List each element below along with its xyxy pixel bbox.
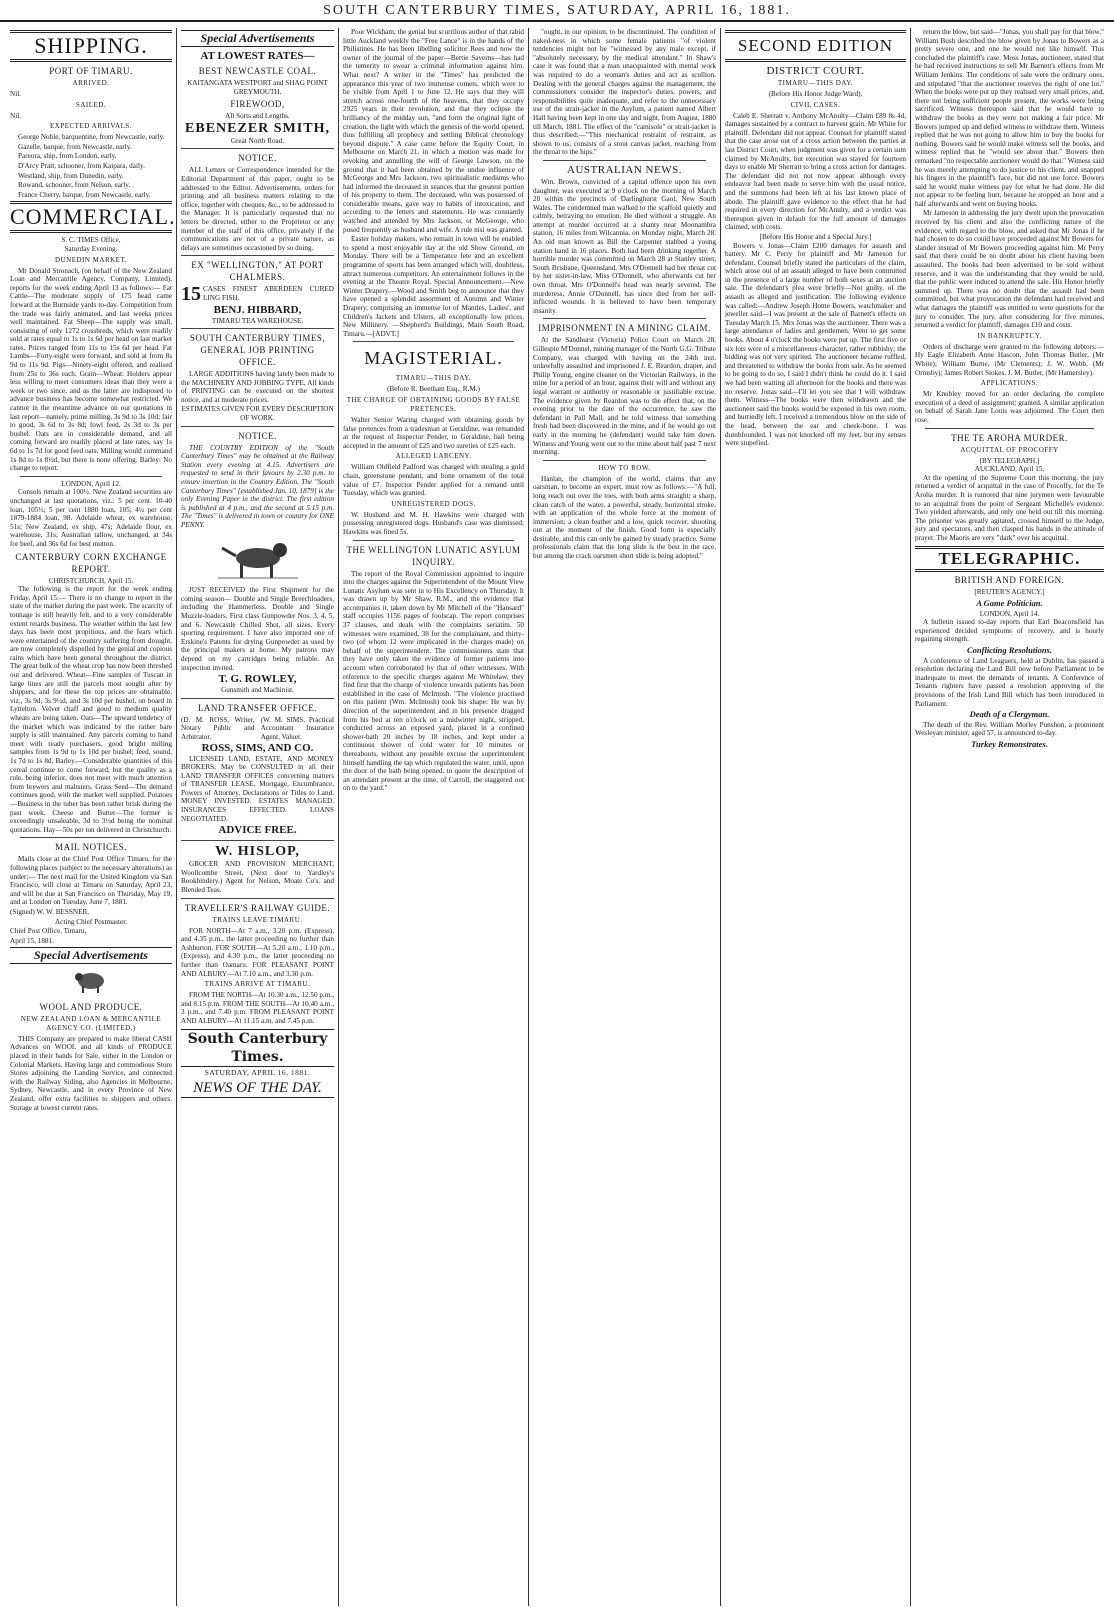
charge-text: Walter Senior Waring charged with obtaining goods by false pretences from a tradesman at Geraldine, was remanded at the request of Inspector Pender, to Geraldine, bail being accepted in the amount of £25 and two sureties of £25 each. <box>343 415 524 450</box>
notice2-text: THE COUNTRY EDITION of the "South Canterbury Times" may be obtained at the Railway Station every evening at 4.15. Advertisers are requested to send in their favours by 2.30 p.m. to ensure insertion in the Country Edition. The "South Canterbury Times" [established Jan. 10, 1879] is the only Evening Paper in the district. The first edition is published at 4 p.m., and the second at 5.15 p.m. The "Times" is delivered in town or country for ONE PENNY. <box>181 443 334 529</box>
office-heading: SOUTH CANTERBURY TIMES, GENERAL JOB PRINTING OFFICE. <box>189 333 326 368</box>
ebenezer-address: Great North Road. <box>230 136 285 145</box>
holiday-text: Easter holiday makers, who remain in town will be enabled to spend a most enjoyable day at the old Show Ground, on Monday. There will be a Temperance fete and an excellent programme of sports has been arranged which will, doubtless, attract numerous competitors. An entertainment follows in the evening at the Theatre Royal. Special Announcement.—New Winter Drapery.—Wood and Smith beg to announce that they have opened a splendid assortment of Autumn and Winter Drapery, comprising an immense lot of Mantles, Ladies', and Children's Jackets and Ulsters, all exceptionally low prices. New Millinery. —Shepherd's Buildings, Main South Road, Timaru.—[ADVT.] <box>343 235 524 338</box>
trains-leave-heading: TRAINS LEAVE TIMARU. <box>212 915 303 924</box>
notice2-heading: NOTICE. <box>238 430 277 441</box>
rowley-name: T. G. ROWLEY, <box>218 673 297 686</box>
bowers-continued: return the blow, but said—"Jonas, you shall pay for that blow." William Bush described the blow given by Jonas to Bowers as a pretty severe one, and one he would not like himself. This concluded the plaintiff's case. Moss Jonas, auctioneer, stated that he had received instructions to sell Mr Barnett's effects from Mr William Jenkins. The conditions of sale were the ordinary ones, and stipulated "that the auctioneer reserves the right of one lot." When the books were put up they realised very small prices, and, there not being sufficient people present, the works were being sacrificed. Witness thereupon said that he would have to withdraw the books as they were not making a fair price. Mr Bowers jumped up and defied witness to withdraw them. Witness replied that he was not going to allow him to buy the books for nothing. Bowers said he would make witness sell the books, and witness replied that he "would see about that." Bowers then remarked "no respectable auctioneer would do that." Witness said he was merely attempting to do justice to his client, and snapped his fingers in the plaintiff's face, but did not use force. Bowers said he would make witness pay for what he had done. He did not appear to be feeling hurt, because he stopped an hour and a half afterwards and went on buying books. <box>915 28 1104 208</box>
civil-cases-label: CIVIL CASES. <box>790 100 841 109</box>
expected-list <box>10 133 172 199</box>
aroha-by: [BY TELEGRAPH.] <box>979 456 1040 465</box>
firewood-sub: All Sorts and Lengths. <box>225 112 290 121</box>
arrived-value: Nil. <box>10 90 21 98</box>
ling-text: CASES FINEST ABERDEEN CURED LING FISH. <box>203 285 334 302</box>
wickham-text: Poor Wickham, the genial but scurrilous author of that rabid little Auckland weekly the "Free Lance" is in the hands of the Philistines. He has been libelling solicitor Rees and now the owner of the journal of the paper—Bertie Saverns—has had the temerity to swear a criminal information against him. What next? A writer in the "Times" has predicted the appearance this year of two immense comets, which were to be visible from April 1 to June 12. He says that they will stretch across one-fourth of the heavens, that they occupy 2925 years in their revolution, and that they eclipse the brilliancy of the midday sun, "and form the original light of creation, the light with which the genesis of the world opened, thus fulfilling all prophecy and settling Biblical chronology beyond dispute." A case came before the Equity Court, in Melbourne on March 21, in which a motion was made for revoking and annulling the will of George Lawson, on the ground that it had been obtained by the undue influence of McGeorge and Mrs Jackson, two spiritualistic mediums who had informed the deceased in seances that the greatest portion of his property to them. The deceased, who was possessed of considerable means, gave way to habits of intoxication, and according to the letters and statements. He was constantly watched and attended by Mrs Jackson, or McGeorge, who posed frequently as husband and wife. A rule nisi was granted. <box>343 28 524 234</box>
game-place: LONDON, April 14. <box>979 609 1040 618</box>
trains-leave-text: FOR NORTH—At 7 a.m., 3.20 p.m. (Express), and 4.35 p.m., the latter proceeding no further than Ashburton. FOR SOUTH—At 5.20 a.m., 1.10 p.m., (Express), and 4.30 p.m., the latter proceeding no further than Oamaru. FOR PLEASANT POINT AND ALBURY—At 7.10 a.m., and 3.30 p.m. <box>181 926 334 978</box>
district-court-heading: DISTRICT COURT. <box>766 65 865 77</box>
dunedin-text: Mr Donald Stronach, (on behalf of the New Zealand Loan and Mercantile Agency, Company, Limited), reports for the week ending April 13 as follows:— Fat Cattle—The moderate supply of 175 head came forward at the Burnside yards to-day. Competition from the trade was fairly animated, and last weeks prices well maintained. Fat Sheep—The supply was small, consisting of only 1272 crossbreds, which were readily sold at rates equal to 1s to 1s 6d per head on last market rates. Prices ranged from 11s to 15s 6d per head. Fat Lambs—Forty-eight were forward, and sold at from 8s 9d to 11s 9d. Pigs—Ninety-eight offered, and realised from 25s to 36s each. Grain—Wheat: Holders appear less willing to meet consumers ideas than they were a week or two since, and as the latter are indisposed to advance business has become somewhat restricted. We cannot in the meantime advance on our quotations in last report—namely, prime milling, 3s 9d to 3s 10d; fair to good, 3s 6d to 3s 8d; fowl feed, 2s 3d to 3s per bushel. Oats are in considerable demand, and all coming forward are readily placed at late rates, say 1s 6d to 1s 7d for good feed oats. Milling would command 1s 8d to 1s 8½d, but there is none offering. Barley: No change to report. <box>10 266 172 473</box>
charge-heading: THE CHARGE OF OBTAINING GOODS BY FALSE PRETENCES. <box>346 395 521 413</box>
london-dateline: LONDON, April 12. <box>61 479 121 488</box>
land-heading: LAND TRANSFER OFFICE. <box>197 702 318 713</box>
dogs-text: W. Husband and M. H. Hawkins were charged with possessing unregistered dogs. Husband's case was dismissed; Hawkins was fined 5s. <box>343 510 524 536</box>
office-text: LARGE ADDITIONS having lately been made to the MACHINERY AND JOBBING TYPE, All kinds of PRINTING can be executed on the shortest notice, and at moderate prices. <box>181 370 334 404</box>
column-1 <box>6 28 176 1606</box>
london-text: Consols remain at 100½. New Zealand securities are unchanged at last quotations, viz.: 5 per cent. 10-40 loan, 105½; 5 per cent 1880 loan, 105; 4½ per cent 1879-1884 loan, 98. Adelaide wheat, ex warehouse, 51s; New Zealand, ex ship, 47s; Adelaide flour, ex warehouse, 31s; Australian tallow, unchanged, at 34s for beef, and 36s 6d for best mutton. <box>10 488 172 548</box>
expected-item: Westland, ship, from Dunedin, early. <box>18 171 124 180</box>
wool-heading: WOOL AND PRODUCE. <box>39 1001 143 1012</box>
notice-text: ALL Letters or Correspondence intended for the Editorial Department of this paper, ought to be addressed to the Editor. Advertisements, orders for printing and all business matters relating to the office, together with cheques, &c., to be addressed to the Manager. It is particularly requested that no letters be directed, either to the Proprietor or any member of the staff of this office, privately if the communications are not of a private nature, as delays are sometimes occasioned by so doing. <box>181 166 334 252</box>
wellington-heading: EX "WELLINGTON," AT PORT CHALMERS. <box>191 260 324 283</box>
expected-item: Gazelle, barque, from Newcastle, early. <box>18 142 132 151</box>
sailed-value: Nil. <box>10 111 21 120</box>
applications-text: Mr Knubley moved for an order declaring the complete execution of a deed of assignment; granted. A similar application on behalf of Sarah Jane Louis was adjourned. The Court then rose. <box>915 390 1104 424</box>
sherratt-case: Caleb E. Sherratt v. Anthony McAnulty—Claim £89 8s 4d, damages sustained by a contract to harvest grain. Mr White for plaintiff. Defendant did not appear. Counsel for plaintiff stated that the case arose out of a cross action between the parties at last District Court, when judgment was given for a certain sum claimed by McAnulty, but execution was stayed for fourteen days to enable Mr Sherratt to bring a cross action for damages. The defendant did not not now appear although every endeavor had been made to serve him with the usual notice, and the summons had been left at his last known place of abode. The plaintiff gave evidence to the effect that he had required in every direction for McAnulty, and a verdict was thereupon given in default for the full amount of damages claimed, with costs. <box>725 111 906 232</box>
turkey-heading: Turkey Remonstrates. <box>971 738 1048 749</box>
australian-heading: AUSTRALIAN NEWS. <box>567 163 682 176</box>
railway-heading: TRAVELLER'S RAILWAY GUIDE. <box>184 902 331 913</box>
paper-nameplate: South Canterbury Times. <box>181 1029 334 1067</box>
expected-item: D'Arcy Pratt, schooner, from Kaipara, daily. <box>18 161 145 170</box>
notice-heading: NOTICE. <box>238 153 277 164</box>
applications-heading: APPLICATIONS. <box>980 379 1039 388</box>
death-heading: Death of a Clergyman. <box>969 709 1050 720</box>
shipping-heading: SHIPPING. <box>10 30 172 62</box>
ling-count: 15 <box>181 283 201 306</box>
dogs-heading: UNREGISTERED DOGS. <box>391 499 476 508</box>
mail-office: Chief Post Office, Timaru, <box>10 927 87 936</box>
trains-arrive-heading: TRAINS ARRIVE AT TIMARU. <box>204 980 311 989</box>
expected-item: Pareora, ship, from London, early. <box>18 152 117 161</box>
nz-loan-text: THIS Company are prepared to make liberal CASH Advances on WOOL and all kinds of PRODUCE placed in their hands for Sale, either in the London or Colonial Markets. Having large and commodious Store Stores adjoining the Landing Service, and connected with the Railway Siding, also Agencies in Melbourne, Sydney, Newcastle, and in every Province of New Zealand, offer extra facilities to shippers and others. Storage at lowest current rates. <box>10 1034 172 1112</box>
mail-date: April 15, 1881. <box>10 936 54 945</box>
exchange-place: CHRISTCHURCH, April 15. <box>48 576 134 585</box>
second-edition-heading: SECOND EDITION <box>725 30 906 62</box>
nz-loan-heading: NEW ZEALAND LOAN & MERCANTILE AGENCY CO. (LIMITED.) <box>20 1014 162 1032</box>
sailed-label: SAILED. <box>75 100 107 109</box>
game-text: A bulletin issued to-day reports that Earl Beaconsfield has experienced decided symptoms of recovery, and is hourly regaining strength. <box>915 618 1104 644</box>
hislop-name: W. HISLOP, <box>215 844 300 860</box>
game-heading: A Game Politician. <box>976 598 1043 609</box>
ross-right: (W. M. SIMS, Practical Accountant Insurance Agent, Valuer. <box>260 715 334 741</box>
paper-date: SATURDAY, APRIL 16, 1881. <box>204 1067 311 1077</box>
column-6 <box>910 28 1108 1606</box>
conflict-text: A conference of Land Leaguers, held at Dublin, has passed a resolution declaring the Land Bill now before Parliament to be inadequate to meet the demands of tenants. A Conference of Tenants righters have passed a resolution approving of the provisions of the Irish Land Bill which has been introduced in Parliament. <box>915 656 1104 708</box>
column-3 <box>338 28 528 1606</box>
aroha-place: AUCKLAND, April 15. <box>974 465 1045 474</box>
ross-left: (D. M. ROSS, Writer, Notary Public and Arbitrator. <box>181 715 255 741</box>
conflict-heading: Conflicting Resolutions. <box>966 645 1053 656</box>
port-heading: PORT OF TIMARU. <box>49 66 133 76</box>
expected-item: Rowand, schooner, from Nelson, early. <box>18 181 131 190</box>
ross-firm: ROSS, SIMS, AND CO. <box>201 741 314 754</box>
court-before-2: [Before His Honor and a Special Jury.] <box>759 232 872 241</box>
column-5 <box>720 28 910 1606</box>
hislop-text: GROCER AND PROVISION MERCHANT, Woollcombe Street, (Next door to Yardley's Bookbindery.) Agent for Nelson, Moate Co's. and Blended Teas. <box>181 860 334 895</box>
asylum-text: The report of the Royal Commission appointed to inquire into the charges against the Superintendent of the Mount View Lunatic Asylum was sent in to His Excellency on Thursday. It was drawn up by Mr Shaw, R.M., and the evidence that accompanies it, taken down by Mr Mitchell of the "Hansard" staff occupies 1156 pages of foolscap. The report comprises 37 clauses, and deals with the complaints seriatim. 50 witnesses were examined, 38 for the complainant, and thirty-two (of whom 12 were implicated in the charges made) on behalf of the superintendent. The commissioners state that they have only taken the evidence of former patients into account when corroborated by that of other witnesses. With reference to the specific charges against Mr Whitelaw, they find first that the charge of violence towards patients has been established in the case of McIntosh. "The violence practised on this patient (Wm. McIntosh) took his shape: He was by direction of the superintendent and in his presence dragged from his bed at ten o'clock on a midwinter night, stripped, conducted across an exposed yard, placed in a confined shower-bath 20 inches by 18 inches, and kept under a continuous shower of cold water for 10 minutes or thereabouts, without any possible excuse the superintendent himself handling the tap which regulated the water, until, upon the door of the bath being opened, to quote the description of an attendant present at the time, of Carroll, the staggered out on to the yard." <box>343 569 524 793</box>
magisterial-before: (Before R. Beetham Esq., R.M.) <box>387 385 480 394</box>
bankruptcy-heading: IN BANKRUPTCY. <box>977 331 1042 340</box>
reuter-label: [REUTER'S AGENCY.] <box>974 588 1045 597</box>
court-day: TIMARU—THIS DAY. <box>777 79 854 87</box>
exchange-heading: CANTERBURY CORN EXCHANGE REPORT. <box>15 551 167 574</box>
news-heading: NEWS OF THE DAY. <box>181 1079 334 1098</box>
death-text: The death of the Rev. William Morley Punshon, a prominent Wesleyan minister, aged 57, is announced to-day. <box>915 720 1104 738</box>
coal-places: KAITANGATA WESTPORT and SHAG POINT GREYMOUTH. <box>187 79 328 96</box>
expected-item: George Noble, barquentine, from Newcastle, early. <box>18 133 165 142</box>
mail-heading: MAIL NOTICES. <box>55 842 127 853</box>
expected-item: France Cherry, barque, from Newcastle, early. <box>18 190 151 199</box>
ross-partners <box>181 716 334 742</box>
advice-free: ADVICE FREE. <box>218 824 297 837</box>
asylum-heading: THE WELLINGTON LUNATIC ASYLUM INQUIRY. <box>346 544 521 567</box>
aroha-text: At the opening of the Supreme Court this morning, the jury returned a verdict of acquittal in the case of Procoffy, for the Te Aroha murder. It is rumored that nine jurymen were favourable to an acquittal from the point of Sergeant Michelle's evidence. Two yielded afterwards, and only one held out till this morning. The prisoner was greatly agitated, crossed himself to the Judge, jury and spectators, and then clasped his hands in the attitude of prayer. The Maoris are very "dark" over his acquittal. <box>915 473 1104 542</box>
newspaper-page <box>6 28 1108 1606</box>
exchange-text: The following is the report for the week ending Friday, April 15:— There is no change to report in the state of the market during the past week. The scarcity of tonnage is still heavily felt, and to a very considerable extent retards business. The weather within the last few days has been most propitious, and the fears which were entertained of the country suffering from drought, are now completely dispelled by the genial and copious rains which have been general throughout the district. The great bulk of the wheat crop has now been threshed out and delivered. Wheat—Fine samples of Tuscan in large lines are still the parcels most sought after by shippers, and for these the top prices are obtainable, viz., 3s 9d, 3s 9½d, and 3s 10d per bushel, on board in Lyttelton. Velvet chaff and good to medium quality wheats are being taken. Oats—The upward tendency of the market which was indicated by the rather bare supply is still maintained. Any parcels coming to hand meet with ready purchasers, good bright milling samples from 1s 9d to 1s 10d per bushel; feed, sound, 1s 7d to 1s 8d. Barley.—Considerable quantities of this cereal continue to come forward, but the quality as a rule, being inferior, does not meet with much attention from brewers and maltsters. Grass Seed—The demand continues good, with the market well supplied. Potatoes—Business in the tuber has been rather brisk during the past week. Cheese and Butter—The former is exceedingly unsaleable, 3d to 3½d being the nominal quotations. Hay—50s per ton delivered in Christchurch. <box>10 585 172 834</box>
asylum-continued: "ought, in our opinion, to be discontinued. The condition of naked-ness in which some female patients "of violent tendencies might not be "witnessed by any male except, if "absolutely necessary, by the medical attendant." In Shaw's case it was found that a man unacquainted with mental work was required to do a woman's duties and act as scullion. Dealing with the general charges against the management, the commissioners consider the inspector's duties, powers, and responsibilities quite inadequate, and refer to the unnecessary use of the strait-jacket in the Asylum, a patient named Albert Hall having been kept in one day and night, from August, 1880 till March, 1881. The effect of the "camisole" or strait-jacket is thus described:—"This mechanical restraint of restraint, as shown to us, consists of a stout canvas jacket, reaching from the throat to the hips." <box>533 28 716 157</box>
magisterial-heading: MAGISTERIAL. <box>364 348 503 369</box>
dog-illustration-icon <box>181 534 334 583</box>
court-before: (Before His Honor Judge Ward). <box>768 90 863 98</box>
larceny-heading: ALLEGED LARCENY. <box>395 452 472 461</box>
australian-text: Wm. Brown, convicted of a capital offence upon his own daughter, was executed at 9 o'clock on the morning of March 20 within the precincts of Darlinghurst Gaol, New South Wales. The condemned man walked to the scaffold quietly and calmly, betraying no emotion. He died without a struggle. An attempt at murder occurred at a shanty near Moonambra station, 16 miles from Wilcannia, on Monday night, March 28. An old man known as Bill the Carpenter stabbed a young station hand in 16 places. Both had been drinking together. A horrible murder was committed on March 28 at Stanley street, South Brisbane, Queensland. Mrs O'Donnell had her throat cut by her sister-in-law, Miss O'Donnell, who afterwards cut her own throat. Mrs O'Donnell's head was nearly severed. The murderess, Annie O'Donnell, has since died from her self-inflicted wounds. It is believed to have been temporary insanity. <box>533 177 716 315</box>
aroha-heading: THE TE AROHA MURDER. <box>951 432 1068 443</box>
ebenezer-name: EBENEZER SMITH, <box>185 120 330 136</box>
dunedin-heading: DUNEDIN MARKET. <box>55 255 127 264</box>
coal-ad <box>181 50 334 145</box>
mail-role: Acting Chief Postmaster. <box>54 917 128 926</box>
mining-heading: IMPRISONMENT IN A MINING CLAIM. <box>538 323 711 334</box>
bankruptcy-text: Orders of discharge were granted to the following debtors:—Hy Eagle Elizabeth Anne Hascon, John Thomas Butler, (Mr White); William Burne, (Mr Clements); J. W. Webb, (Mr Ormsby); James Robert Stokes, J. M. Butler, (Mr Hamersley). <box>915 342 1104 377</box>
rowley-role: Gunsmith and Machinist. <box>221 686 294 695</box>
magisterial-day: TIMARU—THIS DAY. <box>395 374 472 383</box>
telegraphic-heading: TELEGRAPHIC. <box>915 546 1104 572</box>
row-text: Hanlan, the champion of the world, claims that any oarsman, to become an expert, must row as follows:—"A full, long reach out over the toes, with both arms straight; a sharp, clean catch of the water, a powerful, steady, horizontal stroke, with an application of the whole force at the moment of immersion; a clean feather and a low, quick recover, shooting out at the moment of the finish. Good form is especially desirable, and this can only be gained by steady practice. Some professionals claim that the long slide is the best in the race, but among the crack oarsmen short slide is being adopted." <box>533 474 716 561</box>
aroha-sub: ACQUITTAL OF PROCOFFY <box>960 445 1059 454</box>
mail-text: Mails close at the Chief Post Office Timaru, for the following places (subject to the necessary alterations) as under:— The next mail for the United Kingdom via San Francisco, will close at Timaru on Saturday, April 23, and will be due at San Francisco on Thursday, May 19, and at London on Tuesday, June 7, 1881. <box>10 855 172 907</box>
british-heading: BRITISH AND FOREIGN. <box>954 575 1065 586</box>
commercial-heading: COMMERCIAL. <box>10 201 172 233</box>
hibbard-address: TIMARU TEA WAREHOUSE. <box>211 316 304 325</box>
trains-arrive-text: FROM THE NORTH—At 10.30 a.m., 12.50 p.m., and 8.15 p.m. FROM THE SOUTH—At 10.40 a.m., 3 p.m., and 7.40 p.m. FROM PLEASANT POINT AND ALBURY—At 11.15 a.m. and 7.45 p.m. <box>181 991 334 1025</box>
special-ads-heading: Special Advertisements <box>181 30 334 47</box>
newspaper-masthead: SOUTH CANTERBURY TIMES, SATURDAY, APRIL 16, 1881. <box>0 0 1114 22</box>
bowers-case: Bowers v. Jonas—Claim £200 damages for assault and battery. Mr C. Perry for plaintiff and Mr Jameson for defendant. Counsel briefly stated the particulars of the claim, which arose out of an assault alleged to have been committed in the presence of a large number of both sexes at an auction sale. The defendant's plea were briefly—Not guilty, of the assault as alleged and justification. The following evidence was called:—Andrew Joseph Home Bowers, watchmaker and jeweller said—I was present at the sale of Barnett's effects on Tuesday March 15. Mrs Jonas was the auctioneer. There was a large attendance of ladies and gentlemen. Went to get some books. About 4 o'clock the books were put up. The first five or six lots were of a miscellaneous character, rather rubbishy; the bidding was not very spirited. The auctioneer became ruffled, and threatened to withdraw the books from sale. As he seemed to be going to do so, I said I didn't think he could do it. I said we had been waiting all afternoon for the books and there was no reserve. Jonas said—I'll let you see that I will withdraw them. Witness—The books were then withdrawn and the auctioneer said the books would be exposed in his own room, and hurriedly left. I received a tremendous blow on the side of the head, between the ear and cheek-bone. I was dumbfounded. I was not knocked off my feet, but my senses were stupefied. <box>725 241 906 448</box>
row-heading: HOW TO ROW. <box>598 463 651 472</box>
mail-signed: (Signed) W. W. BESSNER, <box>10 907 90 916</box>
column-4 <box>528 28 720 1606</box>
arrived-label: ARRIVED. <box>72 79 110 87</box>
coal-title: AT LOWEST RATES— <box>200 50 315 62</box>
expected-label: EXPECTED ARRIVALS. <box>50 122 132 131</box>
sheep-emblem-icon <box>10 968 172 997</box>
gun-text: JUST RECEIVED the First Shipment for the coming season— Double and Single Breechloaders, including the Hammerless. Double and Single Muzzle-loaders. First class Gunpowder Nos. 3, 4, 5, and 6. Newcastle Chilled Shot, all sizes. Every sporting requirement. I have also imported one of Erskine's Patents for drying Gunpowder as used by the principal makers at home. My patrons may depend on my cartridges being reliable. An inspection invited. <box>181 586 334 672</box>
mining-text: At the Sandhurst (Victoria) Police Court on March 28, Gillespie M'Donnel, mining manager of the North G.G. Tribute Company, was charged with having on the 24th inst. unlawfully assaulted and imprisoned J. E. Reardon, draper, and Philip Young, engine cleaner on the Victorian Railways, in the mine for a period of an hour, against their will and without any legal warrant or authority or reasonable or justifiable excuse. The evidence given by Reardon was to the effect that, on the evening prior to the date of the occurrence, he saw the defendant in Pall Mall, and he told witness that something fresh had been discovered in the mine, and if he would go out early in the morning he (defendant) would take him down. Witness and Young went out to the mine about half past 7 next morning. <box>533 336 716 457</box>
larceny-text: William Oldfield Padford was charged with stealing a gold chain, greenstone pendant, and bone ornament of the total value of £7. Inspector Pender applied for a remand until Tuesday, which was granted. <box>343 463 524 498</box>
office-estimates: ESTIMATES GIVEN FOR EVERY DESCRIPTION OF WORK. <box>181 405 334 423</box>
column-2 <box>176 28 338 1606</box>
commercial-date: Saturday Evening. <box>64 244 118 253</box>
hibbard-name: BENJ. HIBBARD, <box>213 303 302 316</box>
bowers-summing: Mr Jameson in addressing the jury dwelt upon the provocation received by his client and also the conflicting nature of the evidence, with regard to the blow, and asked that Mr Jonas if he had chosen to do so could have proceeded against Mr Bowers for slander instead of Mr Bowers proceeding against him. Mr Perry said that there could be no doubt about his client having been assaulted. The books had been advertised to be sold without reserve, and it was the understanding that they would be sold, that the public were induced to attend the sale. His Honor briefly summed up. There was no doubt that the assault had been committed, but what provocation the defendant had received and what damages the plaintiff was entitled to were questions for the jury to consider. The jury, after considering for five minutes, returned a verdict for plaintiff, damages £10 and costs. <box>915 209 1104 330</box>
special-ads-heading: Special Advertisements <box>10 947 172 964</box>
coal-sub: BEST NEWCASTLE COAL. <box>198 66 317 76</box>
firewood-title: FIREWOOD, <box>230 99 285 110</box>
commercial-office: S. C. TIMES Office, <box>61 236 121 245</box>
ross-text: LICENSED LAND, ESTATE, AND MONEY BROKERS, May be CONSULTED in all their LAND TRANSFER OFFICES concerning matters of TRANSFER LEASE, Mortgage, Encumbrance, Powers of Attorney, Declarations or Titles to Land. MONEY INVESTED. ESTATES MANAGED. INSURANCES EFFECTED. LOANS NEGOTIATED. <box>181 754 334 823</box>
